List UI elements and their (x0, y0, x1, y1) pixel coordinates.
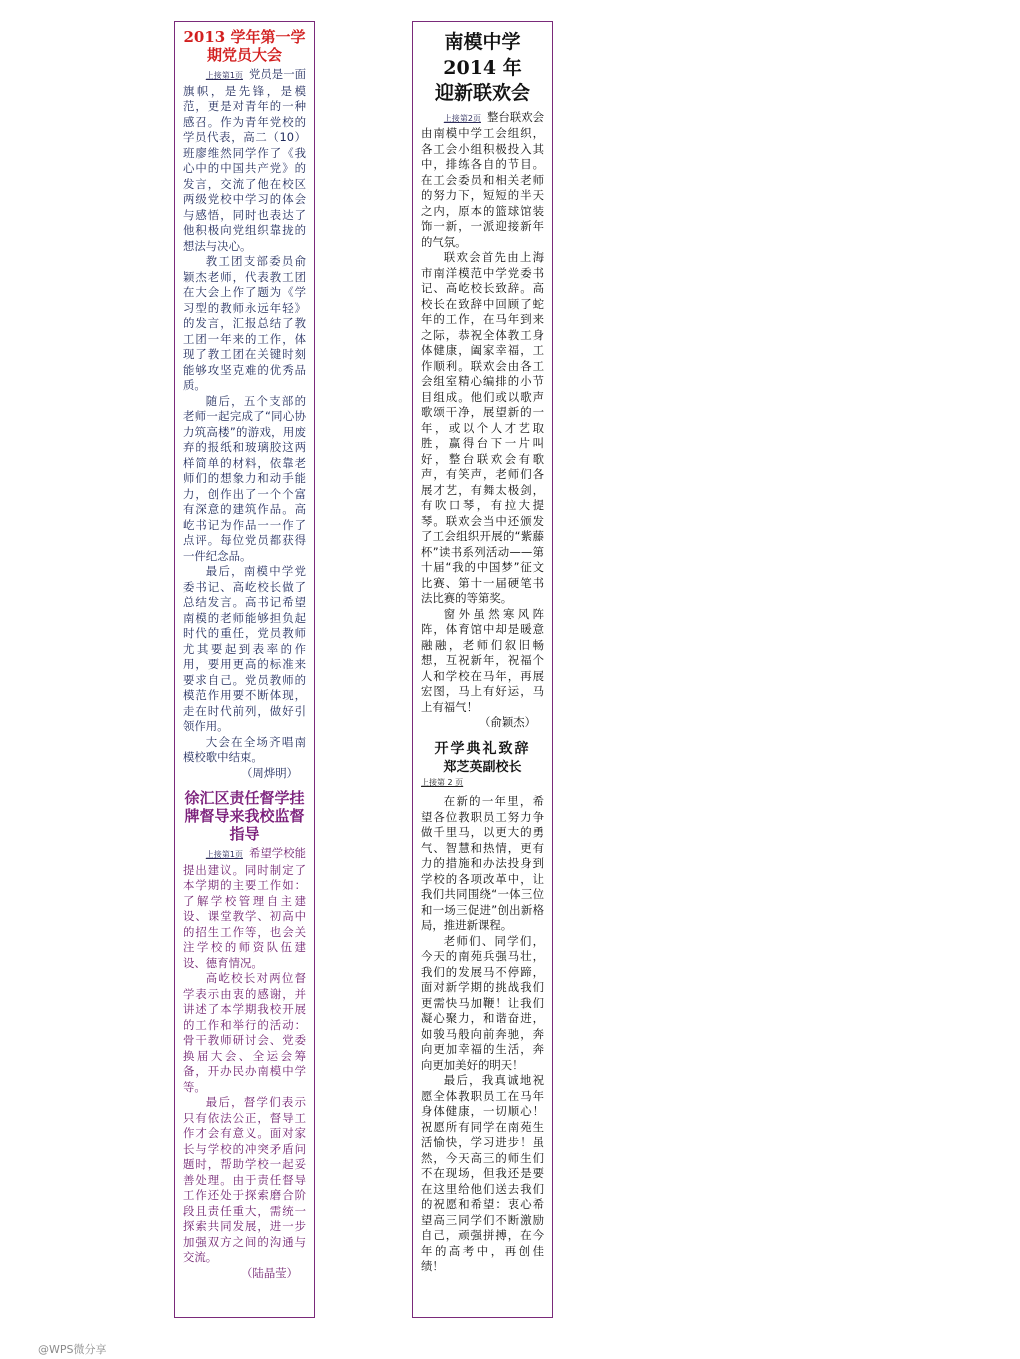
article-body-new-year-party (421, 110, 544, 716)
paragraph: 随后，五个支部的老师一起完成了“同心协力筑高楼”的游戏，用废弃的报纸和玻璃胶这两样简单的材料，依靠老师们的想象力和动手能力，创作出了一个个富有深意的建筑作品。高屹书记为作品一一作了点评。每位党员都获得一件纪念品。 (183, 393, 306, 563)
continued-from-label[interactable]: 上接第1页 (205, 850, 243, 859)
article-body-opening-speech (421, 794, 544, 1275)
continued-from-label[interactable]: 上接第2页 (443, 113, 481, 123)
continued-from-label[interactable]: 上接第1页 (205, 71, 243, 80)
paragraph: 窗外虽然寒风阵阵，体育馆中却是暖意融融，老师们叙旧畅想，互祝新年，祝福个人和学校在马年，再展宏图，马上有好运，马上有福气！ (421, 606, 544, 714)
article-title-party-meeting: 2013 学年第一学期党员大会 (183, 28, 306, 64)
paragraph: 上接第2页 整台联欢会由南模中学工会组织，各工会小组积极投入其中，排练各自的节目。在工会委员和相关老师的努力下，短短的半天之内，原本的篮球馆装饰一新，一派迎接新年的气氛。 (421, 109, 544, 249)
title-line: 迎新联欢会 (434, 82, 530, 105)
left-column (174, 21, 315, 1318)
paragraph: 老师们、同学们，今天的南苑兵强马壮，我们的发展马不停蹄，面对新学期的挑战我们更需快马加鞭！让我们凝心聚力，和谐奋进，如骏马般向前奔驰，奔向更加幸福的生活，奔向更加美好的明天！ (421, 933, 544, 1072)
article-author: （周烨明） (241, 765, 298, 780)
right-column (412, 21, 553, 1318)
title-line: 2014 年 (443, 56, 522, 79)
paragraph: 最后，我真诚地祝愿全体教职员工在马年身体健康，一切顺心！祝愿所有同学在南苑生活愉快，学习进步！虽然，今天高三的师生们不在现场，但我还是要在这里给他们送去我们的祝愿和希望：衷心希望高三同学们不断激励自己，顽强拼搏，在今年的高考中，再创佳绩！ (421, 1073, 544, 1274)
article-author: （陆晶莹） (241, 1265, 298, 1280)
paragraph: 上接第1页 希望学校能提出建议。同时制定了本学期的主要工作如：了解学校管理自主建设、课堂教学、初高中的招生工作等，也会关注学校的师资队伍建设、德育情况。 (183, 846, 306, 970)
article-title-supervision: 徐汇区责任督学挂牌督导来我校监督指导 (184, 789, 305, 843)
wps-watermark: @WPS微分享 (38, 1343, 107, 1356)
paragraph: 联欢会首先由上海市南洋模范中学党委书记、高屹校长致辞。高校长在致辞中回顾了蛇年的工作，在马年到来之际，恭祝全体教工身体健康，阖家幸福，工作顺利。联欢会由各工会组室精心编排的小节目组成。他们或以歌声歌颂干净，展望新的一年，或以个人才艺取胜，赢得台下一片叫好，整台联欢会有歌声，有笑声，老师们各展才艺，有舞太极剑，有吹口琴，有拉大提琴。联欢会当中还颁发了工会组织开展的“紫藤杯”读书系列活动——第十届“我的中国梦”征文比赛、第十一届硬笔书法比赛的等第奖。 (421, 250, 544, 606)
article-title-new-year-party (421, 30, 544, 107)
paragraph: 在新的一年里，希望各位教职员工努力争做千里马，以更大的勇气、智慧和热情，更有力的措施和办法投身到学校的各项改革中，让我们共同围绕“一体三位和一场三促进”创出新格局，推进新课程。 (421, 794, 544, 933)
continued-from-label[interactable]: 上接第 2 页 (421, 778, 464, 788)
paragraph: 上接第1页 党员是一面旗帜，是先锋，是模范，更是对青年的一种感召。作为青年党校的学员代表，高二（10）班廖维然同学作了《我心中的中国共产党》的发言，交流了他在校区两级党校中学习的体会与感悟，同时也表达了他积极向党组织靠拢的想法与决心。 (183, 67, 306, 253)
article-subtitle-speaker: 郑芝英副校长 (443, 759, 522, 775)
article-title-opening-speech: 开学典礼致辞 (434, 740, 531, 757)
title-line: 南模中学 (444, 31, 521, 53)
paragraph: 最后，督学们表示只有依法公正，督导工作才会有意义。面对家长与学校的冲突矛盾问题时，帮助学校一起妥善处理。由于责任督导工作还处于探索磨合阶段且责任重大，需统一探索共同发展，进一步加强双方之间的沟通与交流。 (183, 1095, 306, 1264)
paragraph: 大会在全场齐唱南模校歌中结束。 (183, 734, 306, 764)
article-author: （俞颖杰） (479, 715, 536, 730)
paragraph: 最后，南模中学党委书记、高屹校长做了总结发言。高书记希望南模的老师能够担负起时代的重任，党员教师尤其要起到表率的作用，要用更高的标准来要求自己。党员教师的模范作用要不断体现，走在时代前列，做好引领作用。 (183, 564, 306, 733)
paragraph: 高屹校长对两位督学表示由衷的感谢，并讲述了本学期我校开展的工作和举行的活动：骨干教师研讨会、党委换届大会、全运会筹备，开办民办南模中学等。 (183, 971, 306, 1094)
paragraph: 教工团支部委员俞颖杰老师，代表教工团在大会上作了题为《学习型的教师永远年轻》的发言，汇报总结了教工团一年来的工作，体现了教工团在关键时刻能够攻坚克难的优秀品质。 (183, 254, 306, 392)
article-body-party-meeting (183, 67, 306, 766)
article-body-supervision (183, 846, 306, 1266)
